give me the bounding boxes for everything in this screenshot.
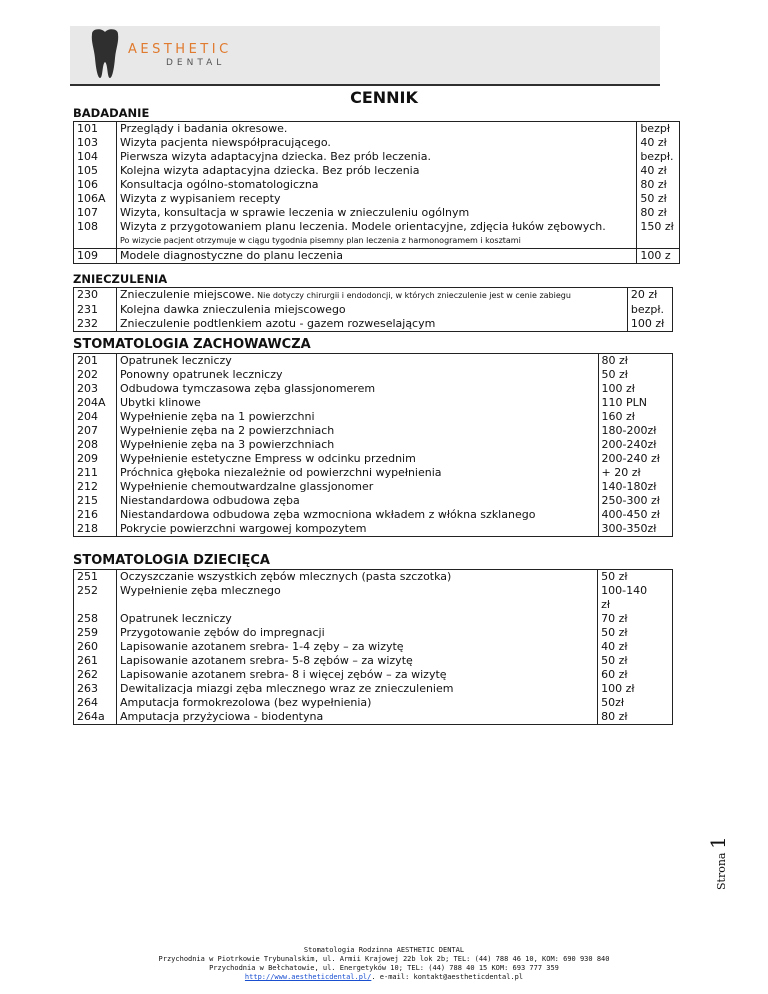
row-description: Znieczulenie podtlenkiem azotu - gazem rozweselającym <box>117 317 628 332</box>
table-row <box>74 368 673 382</box>
table-row <box>74 668 673 682</box>
row-price: 70 zł <box>598 612 673 626</box>
row-code: 231 <box>74 303 117 317</box>
row-price: 40 zł <box>637 136 680 150</box>
table-row <box>74 150 680 164</box>
row-description: Wizyta z przygotowaniem planu leczenia. Modele orientacyjne, zdjęcia łuków zębowych. <box>117 220 637 234</box>
row-code <box>74 234 117 249</box>
table-row <box>74 480 673 494</box>
row-price: 60 zł <box>598 668 673 682</box>
row-description: Wypełnienie estetyczne Empress w odcinku przednim <box>117 452 599 466</box>
row-code: 107 <box>74 206 117 220</box>
row-code: 232 <box>74 317 117 332</box>
row-code: 208 <box>74 438 117 452</box>
row-price: + 20 zł <box>598 466 673 480</box>
row-code: 202 <box>74 368 117 382</box>
row-price: 100 zł <box>627 317 672 332</box>
price-table-znieczulenia <box>73 287 673 332</box>
row-code: 207 <box>74 424 117 438</box>
row-price: 400-450 zł <box>598 508 673 522</box>
row-description: Amputacja formokrezolowa (bez wypełnienia) <box>117 696 598 710</box>
price-table-dziecieca <box>73 569 673 725</box>
row-description: Ubytki klinowe <box>117 396 599 410</box>
row-description: Znieczulenie miejscowe. Nie dotyczy chirurgii i endodoncji, w których znieczulenie jest w cenie zabiegu <box>117 288 628 304</box>
row-note: Nie dotyczy chirurgii i endodoncji, w których znieczulenie jest w cenie zabiegu <box>254 291 571 300</box>
table-row <box>74 640 673 654</box>
row-code: 201 <box>74 354 117 369</box>
table-row <box>74 710 673 725</box>
table-row <box>74 522 673 537</box>
table-row <box>74 288 673 304</box>
tooth-logo-icon <box>88 28 122 80</box>
row-code: 264a <box>74 710 117 725</box>
table-row <box>74 317 673 332</box>
table-row <box>74 696 673 710</box>
row-price: 100 zł <box>598 382 673 396</box>
row-price: bezpł <box>637 122 680 137</box>
row-price: 40 zł <box>637 164 680 178</box>
row-description: Opatrunek leczniczy <box>117 354 599 369</box>
row-code: 204A <box>74 396 117 410</box>
table-row <box>74 424 673 438</box>
page-label: Strona <box>715 852 728 890</box>
page-number-label <box>706 836 730 890</box>
row-code: 263 <box>74 682 117 696</box>
row-description: Kolejna wizyta adaptacyjna dziecka. Bez prób leczenia <box>117 164 637 178</box>
row-description: Wizyta, konsultacja w sprawie leczenia w znieczuleniu ogólnym <box>117 206 637 220</box>
row-price: 150 zł <box>637 220 680 234</box>
row-price: 20 zł <box>627 288 672 304</box>
logo-wordmark-bottom: DENTAL <box>166 58 226 68</box>
row-price: 80 zł <box>637 178 680 192</box>
row-code: 264 <box>74 696 117 710</box>
row-code: 203 <box>74 382 117 396</box>
row-price: 250-300 zł <box>598 494 673 508</box>
row-description: Wypełnienie chemoutwardzalne glassjonomer <box>117 480 599 494</box>
table-row <box>74 249 680 264</box>
row-price: 140-180zł <box>598 480 673 494</box>
table-row <box>74 584 673 598</box>
table-row <box>74 164 680 178</box>
row-description: Wypełnienie zęba na 2 powierzchniach <box>117 424 599 438</box>
row-description: Niestandardowa odbudowa zęba wzmocniona wkładem z włókna szklanego <box>117 508 599 522</box>
row-description: Odbudowa tymczasowa zęba glassjonomerem <box>117 382 599 396</box>
row-code: 212 <box>74 480 117 494</box>
table-row <box>74 570 673 585</box>
row-code: 230 <box>74 288 117 304</box>
row-price: 40 zł <box>598 640 673 654</box>
row-price: 100-140 <box>598 584 673 598</box>
table-row <box>74 178 680 192</box>
row-code: 101 <box>74 122 117 137</box>
row-description: Przygotowanie zębów do impregnacji <box>117 626 598 640</box>
row-note: Po wizycie pacjent otrzymuje w ciągu tygodnia pisemny plan leczenia z harmonogramem i kosztami <box>117 234 637 249</box>
row-code: 251 <box>74 570 117 585</box>
table-row <box>74 410 673 424</box>
footer-line-1: Stomatologia Rodzinna AESTHETIC DENTAL <box>303 946 465 954</box>
row-code: 109 <box>74 249 117 264</box>
row-description: Opatrunek leczniczy <box>117 612 598 626</box>
row-price: 50 zł <box>637 192 680 206</box>
row-code: 260 <box>74 640 117 654</box>
table-row <box>74 466 673 480</box>
row-code: 218 <box>74 522 117 537</box>
row-description: Lapisowanie azotanem srebra- 8 i więcej zębów – za wizytę <box>117 668 598 682</box>
row-description: Konsultacja ogólno-stomatologiczna <box>117 178 637 192</box>
row-description: Pierwsza wizyta adaptacyjna dziecka. Bez prób leczenia. <box>117 150 637 164</box>
row-description: Wypełnienie zęba na 3 powierzchniach <box>117 438 599 452</box>
row-description: Lapisowanie azotanem srebra- 1-4 zęby – za wizytę <box>117 640 598 654</box>
row-price: 100 zł <box>598 682 673 696</box>
row-price: 300-350zł <box>598 522 673 537</box>
section-title-dziecieca: STOMATOLOGIA DZIECIĘCA <box>73 553 270 568</box>
row-description: Wizyta z wypisaniem recepty <box>117 192 637 206</box>
table-row <box>74 206 680 220</box>
row-price: 110 PLN <box>598 396 673 410</box>
row-price: 200-240zł <box>598 438 673 452</box>
table-row <box>74 438 673 452</box>
table-row <box>74 354 673 369</box>
row-code: 209 <box>74 452 117 466</box>
note-row <box>74 234 680 249</box>
row-description: Oczyszczanie wszystkich zębów mlecznych (pasta szczotka) <box>117 570 598 585</box>
table-row <box>74 382 673 396</box>
page-number: 1 <box>706 836 730 850</box>
logo-wordmark-top: AESTHETIC <box>128 42 232 57</box>
row-code: 252 <box>74 584 117 598</box>
row-price: 200-240 zł <box>598 452 673 466</box>
table-row <box>74 220 680 234</box>
table-row <box>74 682 673 696</box>
row-code: 261 <box>74 654 117 668</box>
row-code: 259 <box>74 626 117 640</box>
row-description: Modele diagnostyczne do planu leczenia <box>117 249 637 264</box>
row-description: Wizyta pacjenta niewspółpracującego. <box>117 136 637 150</box>
row-code: 215 <box>74 494 117 508</box>
row-price: 50 zł <box>598 654 673 668</box>
section-title-znieczulenia: ZNIECZULENIA <box>73 272 168 286</box>
row-price: 100 z <box>637 249 680 264</box>
row-price: 80 zł <box>598 354 673 369</box>
row-description: Niestandardowa odbudowa zęba <box>117 494 599 508</box>
row-price: zł <box>598 598 673 612</box>
row-code: 204 <box>74 410 117 424</box>
footer <box>0 946 768 982</box>
row-code: 106A <box>74 192 117 206</box>
footer-line-2: Przychodnia w Piotrkowie Trybunalskim, ul. Armii Krajowej 22b lok 2b; TEL: (44) 788 46 10, KOM: 690 930 840 <box>158 955 610 963</box>
row-code: 103 <box>74 136 117 150</box>
table-row <box>74 303 673 317</box>
row-price: bezpł. <box>637 150 680 164</box>
row-price: 80 zł <box>637 206 680 220</box>
table-row <box>74 494 673 508</box>
row-code: 216 <box>74 508 117 522</box>
row-code: 108 <box>74 220 117 234</box>
row-description: Przeglądy i badania okresowe. <box>117 122 637 137</box>
row-code: 211 <box>74 466 117 480</box>
row-description: Lapisowanie azotanem srebra- 5-8 zębów – za wizytę <box>117 654 598 668</box>
row-description: Ponowny opatrunek leczniczy <box>117 368 599 382</box>
row-price: bezpł. <box>627 303 672 317</box>
table-row <box>74 452 673 466</box>
row-code: 258 <box>74 612 117 626</box>
table-row <box>74 122 680 137</box>
table-row <box>74 598 673 612</box>
footer-line-3: Przychodnia w Bełchatowie, ul. Energetyków 10; TEL: (44) 788 40 15 KOM: 693 777 359 <box>209 964 559 972</box>
row-price: 180-200zł <box>598 424 673 438</box>
page-title: CENNIK <box>350 88 418 107</box>
row-description: Wypełnienie zęba mlecznego <box>117 584 598 598</box>
row-code <box>74 598 117 612</box>
table-row <box>74 626 673 640</box>
footer-line-4 <box>0 973 768 982</box>
row-description: Pokrycie powierzchni wargowej kompozytem <box>117 522 599 537</box>
table-row <box>74 136 680 150</box>
row-code: 106 <box>74 178 117 192</box>
price-table-badanie <box>73 121 680 264</box>
letterhead <box>70 26 660 86</box>
row-price: 50zł <box>598 696 673 710</box>
row-description: Próchnica głęboka niezależnie od powierzchni wypełnienia <box>117 466 599 480</box>
website-link[interactable]: http://www.aestheticdental.pl/ <box>244 973 372 981</box>
section-title-badanie: BADADANIE <box>73 106 150 120</box>
row-description <box>117 598 598 612</box>
section-title-zachowawcza: STOMATOLOGIA ZACHOWAWCZA <box>73 337 311 352</box>
table-row <box>74 508 673 522</box>
row-description: Kolejna dawka znieczulenia miejscowego <box>117 303 628 317</box>
row-price <box>637 234 680 249</box>
row-price: 50 zł <box>598 368 673 382</box>
row-price: 50 zł <box>598 570 673 585</box>
row-code: 105 <box>74 164 117 178</box>
row-code: 262 <box>74 668 117 682</box>
row-description: Amputacja przyżyciowa - biodentyna <box>117 710 598 725</box>
table-row <box>74 612 673 626</box>
table-row <box>74 396 673 410</box>
row-code: 104 <box>74 150 117 164</box>
row-price: 160 zł <box>598 410 673 424</box>
row-price: 80 zł <box>598 710 673 725</box>
price-table-zachowawcza <box>73 353 673 537</box>
footer-email: . e-mail: kontakt@aestheticdental.pl <box>371 973 524 981</box>
table-row <box>74 654 673 668</box>
row-price: 50 zł <box>598 626 673 640</box>
row-description: Dewitalizacja miazgi zęba mlecznego wraz ze znieczuleniem <box>117 682 598 696</box>
table-row <box>74 192 680 206</box>
row-description: Wypełnienie zęba na 1 powierzchni <box>117 410 599 424</box>
